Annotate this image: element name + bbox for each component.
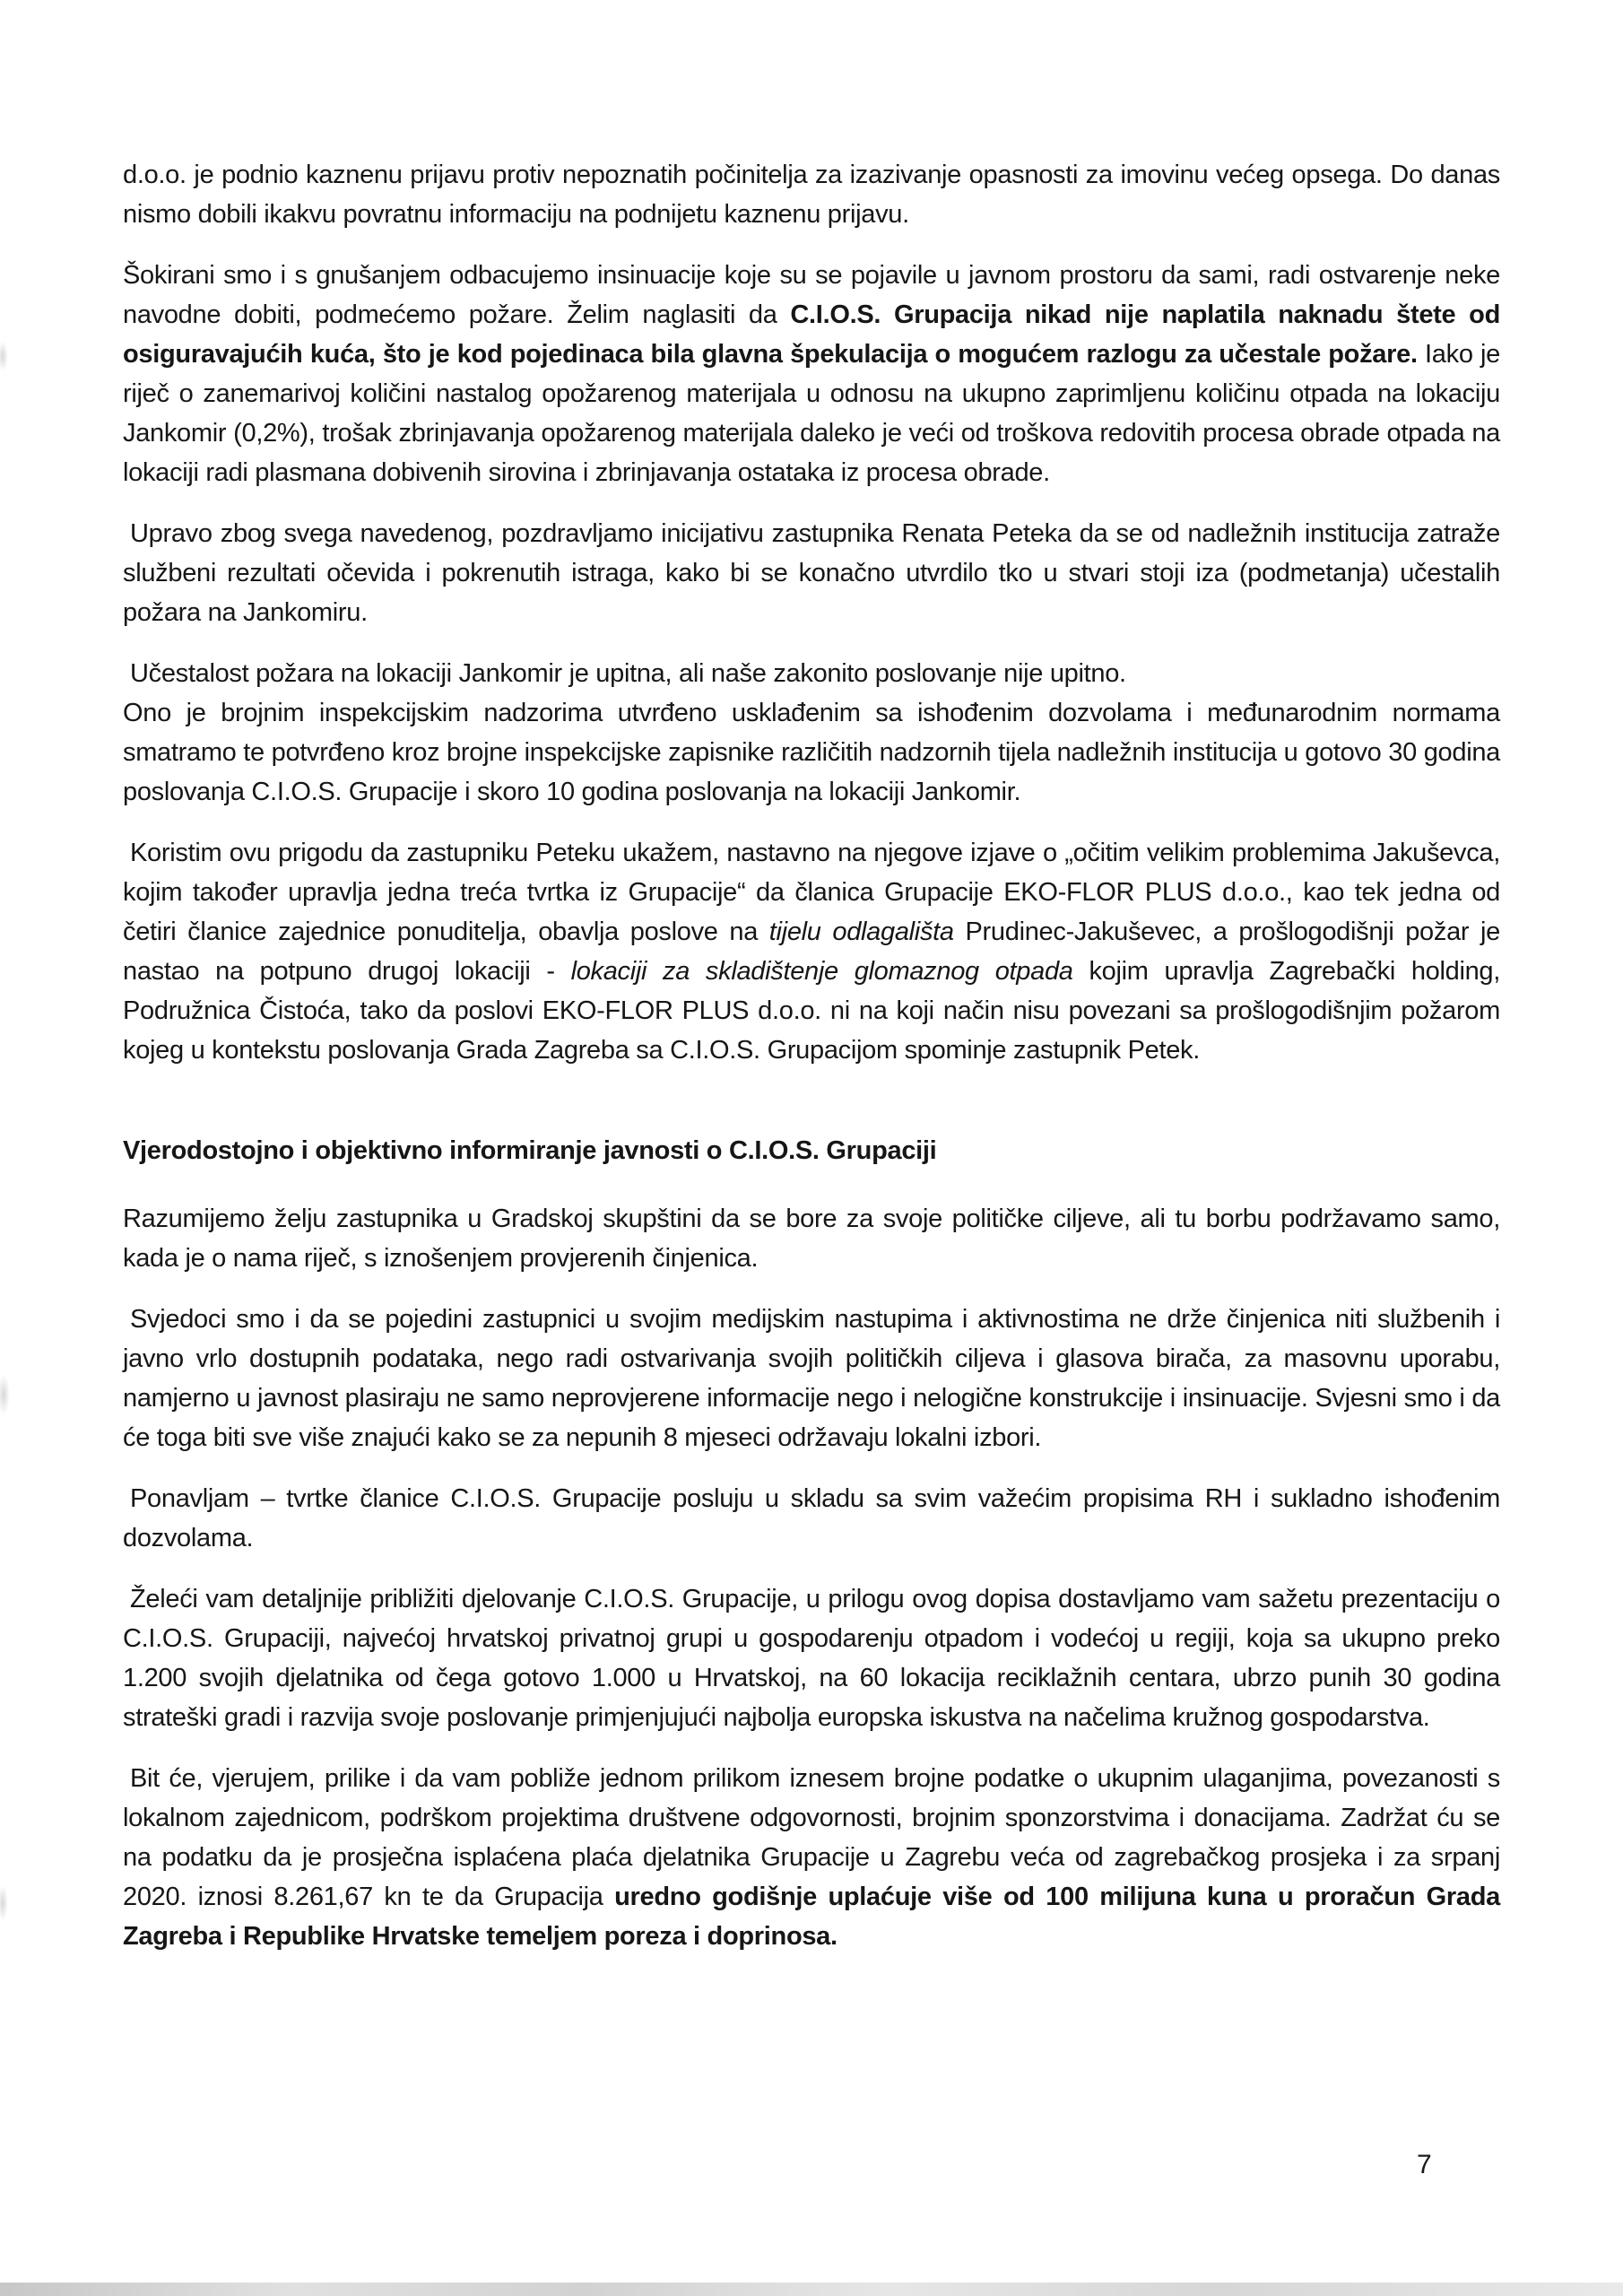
paragraph-upravo-zbog [123, 514, 1500, 632]
text-run: Šokirani smo i s gnušanjem odbacujemo insinuacije koje su se pojavile u javnom prostoru da sami, radi ostvarenje neke navodne dobiti, podmećemo požare. Želim naglasiti da [123, 261, 1500, 329]
text-run: Svjedoci smo i da se pojedini zastupnici u svojim medijskim nastupima i aktivnostima ne drže činjenica niti službenih i javno vrlo dostupnih podataka, nego radi ostvarivanja svojih političkih ciljeva i glasova birača, za masovnu uporabu, namjerno u javnost plasiraju ne samo neprovjerene informacije nego i nelogične konstrukcije i insinuacije. Svjesni smo i da će toga biti sve više znajući kako se za nepunih 8 mjeseci održavaju lokalni izbori. [123, 1305, 1500, 1452]
text-run: Vjerodostojno i objektivno informiranje javnosti o C.I.O.S. Grupaciji [123, 1136, 937, 1165]
text-run: lokaciji za skladištenje glomaznog otpada [570, 957, 1073, 986]
text-run: Bit će, vjerujem, prilike i da vam pobliže jednom prilikom iznesem brojne podatke o ukupnim ulaganjima, povezanosti s lokalnom zajednicom, podrškom projektima društvene odgovornosti, brojnim sponzorstvima i donacijama. Zadržat ću se na podatku da je prosječna isplaćena plaća djelatnika Grupacije u Zagrebu veća od zagrebačkog prosjeka i za srpanj 2020. iznosi 8.261,67 kn te da Grupacija [123, 1764, 1500, 1911]
paragraph-razumijemo [123, 1199, 1500, 1278]
scan-artifact [0, 1885, 8, 1921]
paragraph-zeleci [123, 1579, 1500, 1737]
text-run: Razumijemo želju zastupnika u Gradskoj skupštini da se bore za svoje političke ciljeve, ali tu borbu podržavamo samo, kada je o nama riječ, s iznošenjem provjerenih činjenica. [123, 1205, 1500, 1273]
text-run: C.I.O.S. Grupacija nikad nije naplatila naknadu štete od osiguravajućih kuća, što je kod pojedinaca bila glavna špekulacija o mogućem razlogu za učestale požare. [123, 300, 1501, 369]
text-run: kojim upravlja Zagrebački holding, Podružnica Čistoća, tako da poslovi EKO-FLOR PLUS d.o.o. ni na koji način nisu povezani sa prošlogodišnjim požarom kojeg u kontekstu poslovanja Grada Zagreba sa C.I.O.S. Grupacijom spominje zastupnik Petek. [123, 957, 1500, 1065]
paragraph-bit-ce [123, 1759, 1500, 1956]
text-run: Prudinec-Jakuševec, a prošlogodišnji požar je nastao na potpuno drugoj lokaciji - [123, 918, 1500, 986]
text-run: d.o.o. je podnio kaznenu prijavu protiv nepoznatih počinitelja za izazivanje opasnosti za imovinu većeg opsega. Do danas nismo dobili ikakvu povratnu informaciju na podnijetu kaznenu prijavu. [123, 161, 1500, 229]
paragraph-koristim-prigodu [123, 833, 1500, 1070]
paragraph-sokirani [123, 256, 1500, 492]
paragraph-svjedoci [123, 1300, 1500, 1457]
text-run: tijelu odlagališta [768, 918, 954, 946]
scan-artifact [0, 341, 8, 371]
document-body [123, 155, 1500, 1956]
scan-artifact [0, 1374, 10, 1415]
text-run: Želeći vam detaljnije približiti djelovanje C.I.O.S. Grupacije, u prilogu ovog dopisa dostavljamo vam sažetu prezentaciju o C.I.O.S. Grupaciji, najvećoj hrvatskoj privatnoj grupi u gospodarenju otpadom i vodećoj u regiji, koja sa ukupno preko 1.200 svojih djelatnika od čega gotovo 1.000 u Hrvatskoj, na 60 lokacija reciklažnih centara, ubrzo punih 30 godina strateški gradi i razvija svoje poslovanje primjenjujući najbolja europska iskustva na načelima kružnog gospodarstva. [123, 1585, 1500, 1732]
paragraph-ponavljam [123, 1479, 1500, 1558]
text-run: Ponavljam – tvrtke članice C.I.O.S. Grupacije posluju u skladu sa svim važećim propisima RH i sukladno ishođenim dozvolama. [123, 1484, 1500, 1552]
scan-artifact-bottom-edge [0, 2283, 1623, 2296]
text-run: Učestalost požara na lokaciji Jankomir je upitna, ali naše zakonito poslovanje nije upitno. [130, 659, 1126, 688]
paragraph-kaznena-prijava [123, 155, 1500, 234]
text-run: uredno godišnje uplaćuje više od 100 milijuna kuna u proračun Grada Zagreba i Republike Hrvatske temeljem poreza i doprinosa. [123, 1883, 1500, 1951]
text-run: Koristim ovu prigodu da zastupniku Peteku ukažem, nastavno na njegove izjave o „očitim velikim problemima Jakuševca, kojim također upravlja jedna treća tvrtka iz Grupacije“ da članica Grupacije EKO-FLOR PLUS d.o.o., kao tek jedna od četiri članice zajednice ponuditelja, obavlja poslove na [123, 839, 1500, 946]
text-run: Upravo zbog svega navedenog, pozdravljamo inicijativu zastupnika Renata Peteka da se od nadležnih institucija zatraže službeni rezultati očevida i pokrenutih istraga, kako bi se konačno utvrdilo tko u stvari stoji iza (podmetanja) učestalih požara na Jankomiru. [123, 519, 1500, 627]
text-run: Ono je brojnim inspekcijskim nadzorima utvrđeno usklađenim sa ishođenim dozvolama i međunarodnim normama smatramo te potvrđeno kroz brojne inspekcijske zapisnike različitih nadzornih tijela nadležnih institucija u gotovo 30 godina poslovanja C.I.O.S. Grupacije i skoro 10 godina poslovanja na lokaciji Jankomir. [123, 699, 1500, 806]
paragraph-ucestalost [123, 654, 1500, 812]
page-number: 7 [1417, 2150, 1432, 2179]
section-heading-informiranje [123, 1131, 1500, 1170]
text-run: Iako je riječ o zanemarivoj količini nastalog opožarenog materijala u odnosu na ukupno zaprimljenu količinu otpada na lokaciju Jankomir (0,2%), trošak zbrinjavanja opožarenog materijala daleko je veći od troškova redovitih procesa obrade otpada na lokaciji radi plasmana dobivenih sirovina i zbrinjavanja ostataka iz procesa obrade. [123, 340, 1500, 487]
